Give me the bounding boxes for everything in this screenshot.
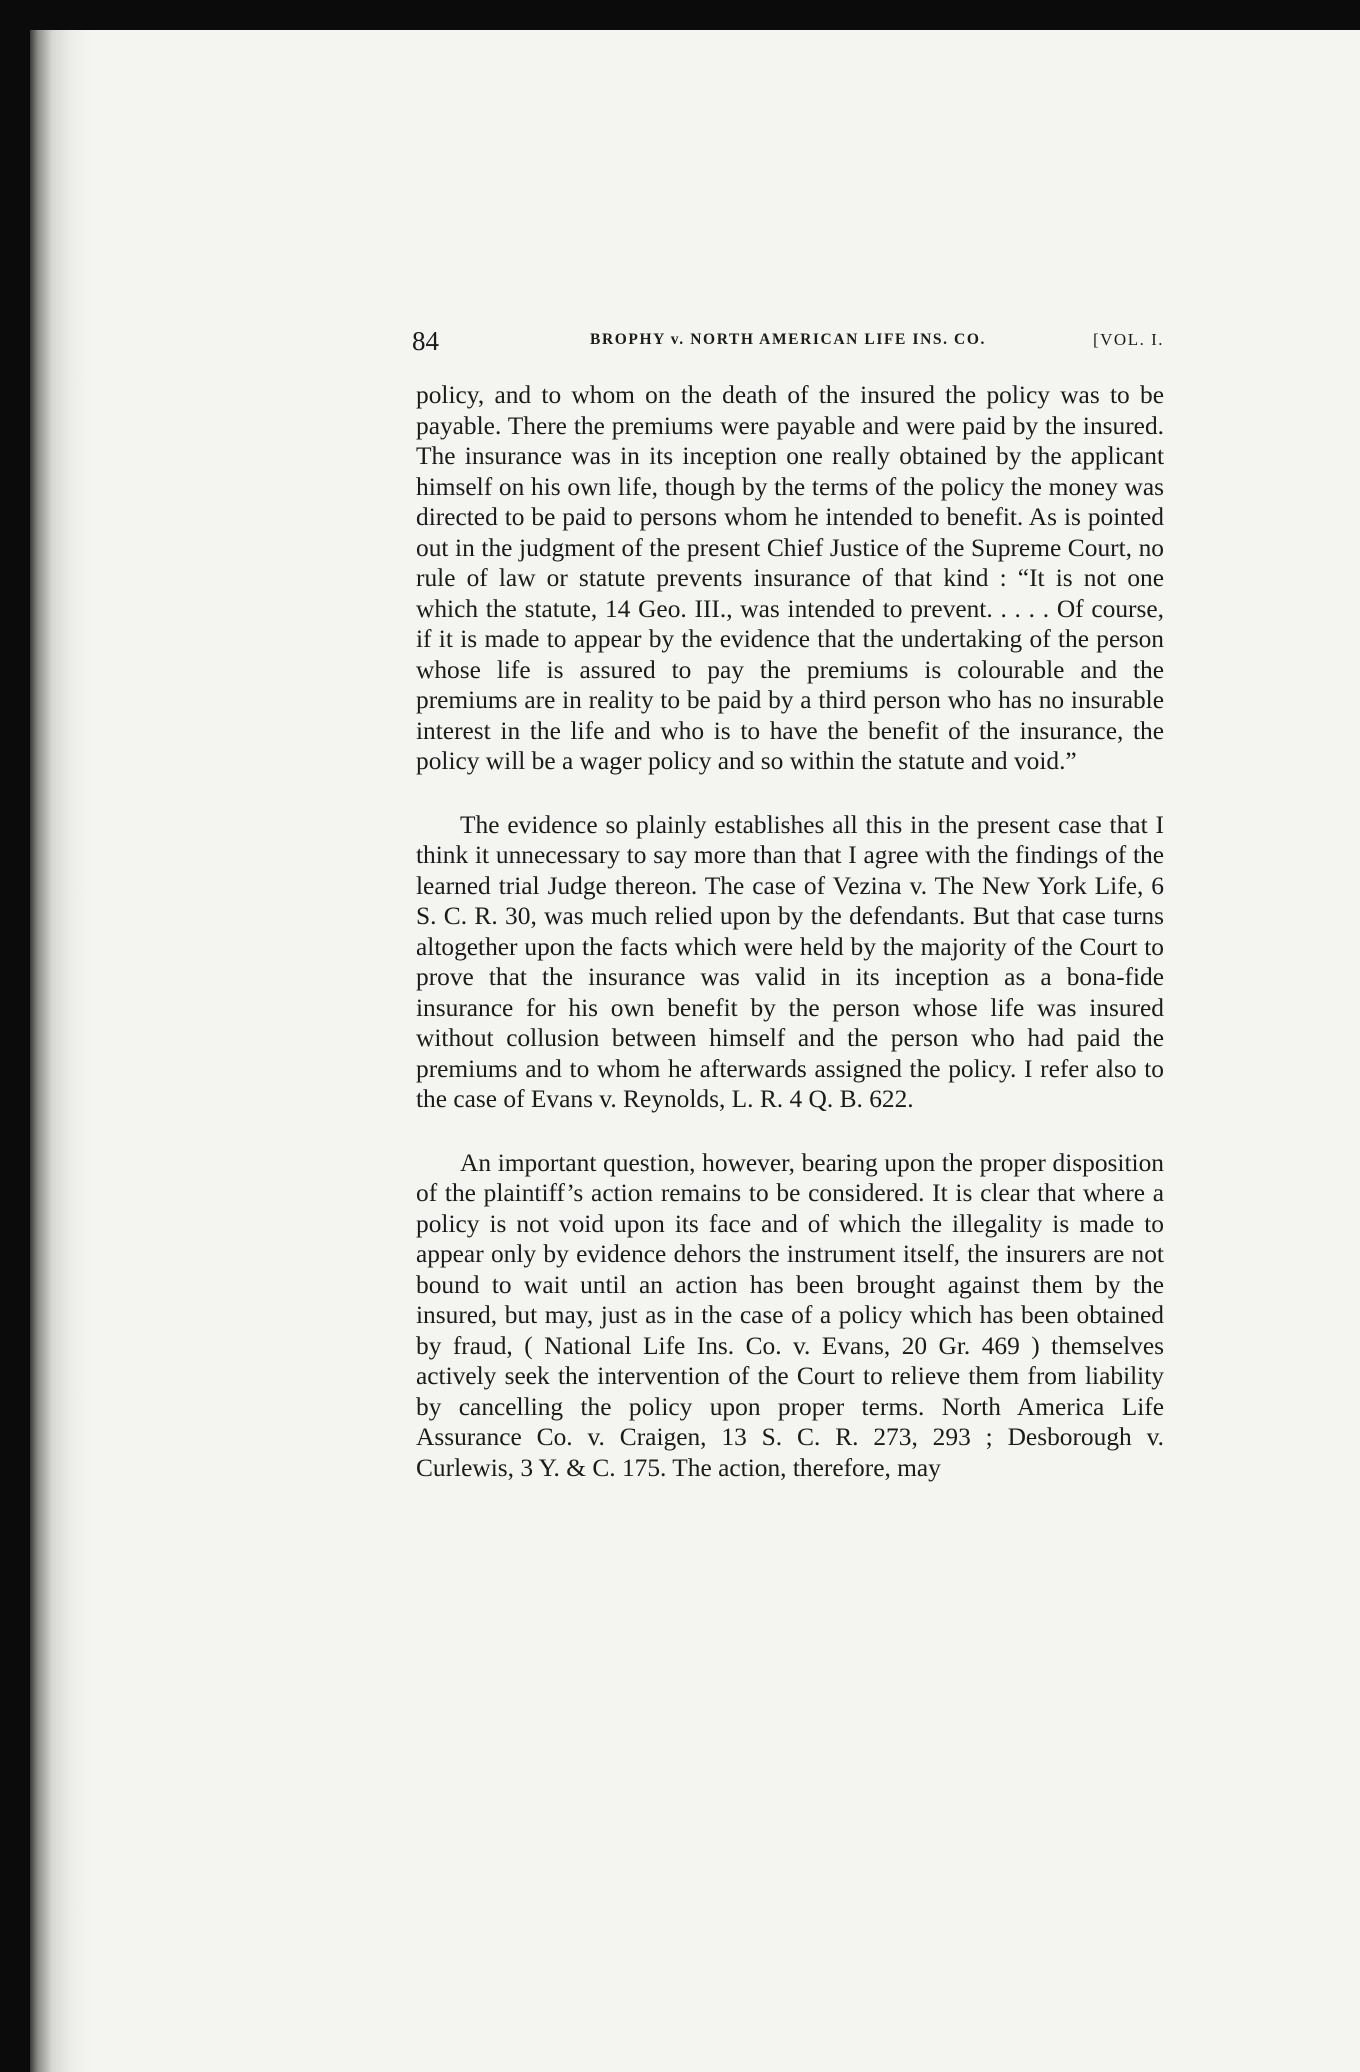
- paragraph-3: An important question, however, bearing upon the proper disposition of the plaintiff’s action remains to be considered. It is clear that where a policy is not void upon its face and of which the illegality is made to appear only by evidence dehors the instrument itself, the insurers are not bound to wait until an action has been brought against them by the insured, but may, just as in the case of a policy which has been obtained by fraud, ( National Life Ins. Co. v. Evans, 20 Gr. 469 ) themselves actively seek the intervention of the Court to relieve them from liability by cancelling the policy upon proper terms. North America Life Assurance Co. v. Craigen, 13 S. C. R. 273, 293 ; Desborough v. Curlewis, 3 Y. & C. 175. The action, therefore, may: [416, 1148, 1164, 1482]
- paragraph-2: The evidence so plainly establishes all this in the present case that I think it unnecessary to say more than that I agree with the findings of the learned trial Judge thereon. The case of Vezina v. The New York Life, 6 S. C. R. 30, was much relied upon by the defendants. But that case turns altogether upon the facts which were held by the majority of the Court to prove that the insurance was valid in its inception as a bona-fide insurance for his own benefit by the person whose life was insured without collusion between himself and the person who had paid the premiums and to whom he afterwards assigned the policy. I refer also to the case of Evans v. Reynolds, L. R. 4 Q. B. 622.: [416, 810, 1164, 1113]
- running-title: BROPHY v. NORTH AMERICAN LIFE INS. CO.: [590, 331, 986, 348]
- page-binding-shadow: [30, 30, 90, 2072]
- running-header: [412, 326, 1164, 362]
- paragraph-1: policy, and to whom on the death of the insured the policy was to be payable. There the premiums were payable and were paid by the insured. The insurance was in its inception one really obtained by the applicant himself on his own life, though by the terms of the policy the money was directed to be paid to persons whom he intended to benefit. As is pointed out in the judgment of the present Chief Justice of the Supreme Court, no rule of law or statute prevents insurance of that kind : “It is not one which the statute, 14 Geo. III., was intended to prevent. . . . . Of course, if it is made to appear by the evidence that the undertaking of the person whose life is assured to pay the premiums is colourable and the premiums are in reality to be paid by a third person who has no insurable interest in the life and who is to have the benefit of the insurance, the policy will be a wager policy and so within the statute and void.”: [416, 381, 1164, 775]
- volume-label: [VOL. I.: [1092, 330, 1164, 349]
- page-number: 84: [412, 326, 439, 356]
- page-body: [416, 380, 1164, 1516]
